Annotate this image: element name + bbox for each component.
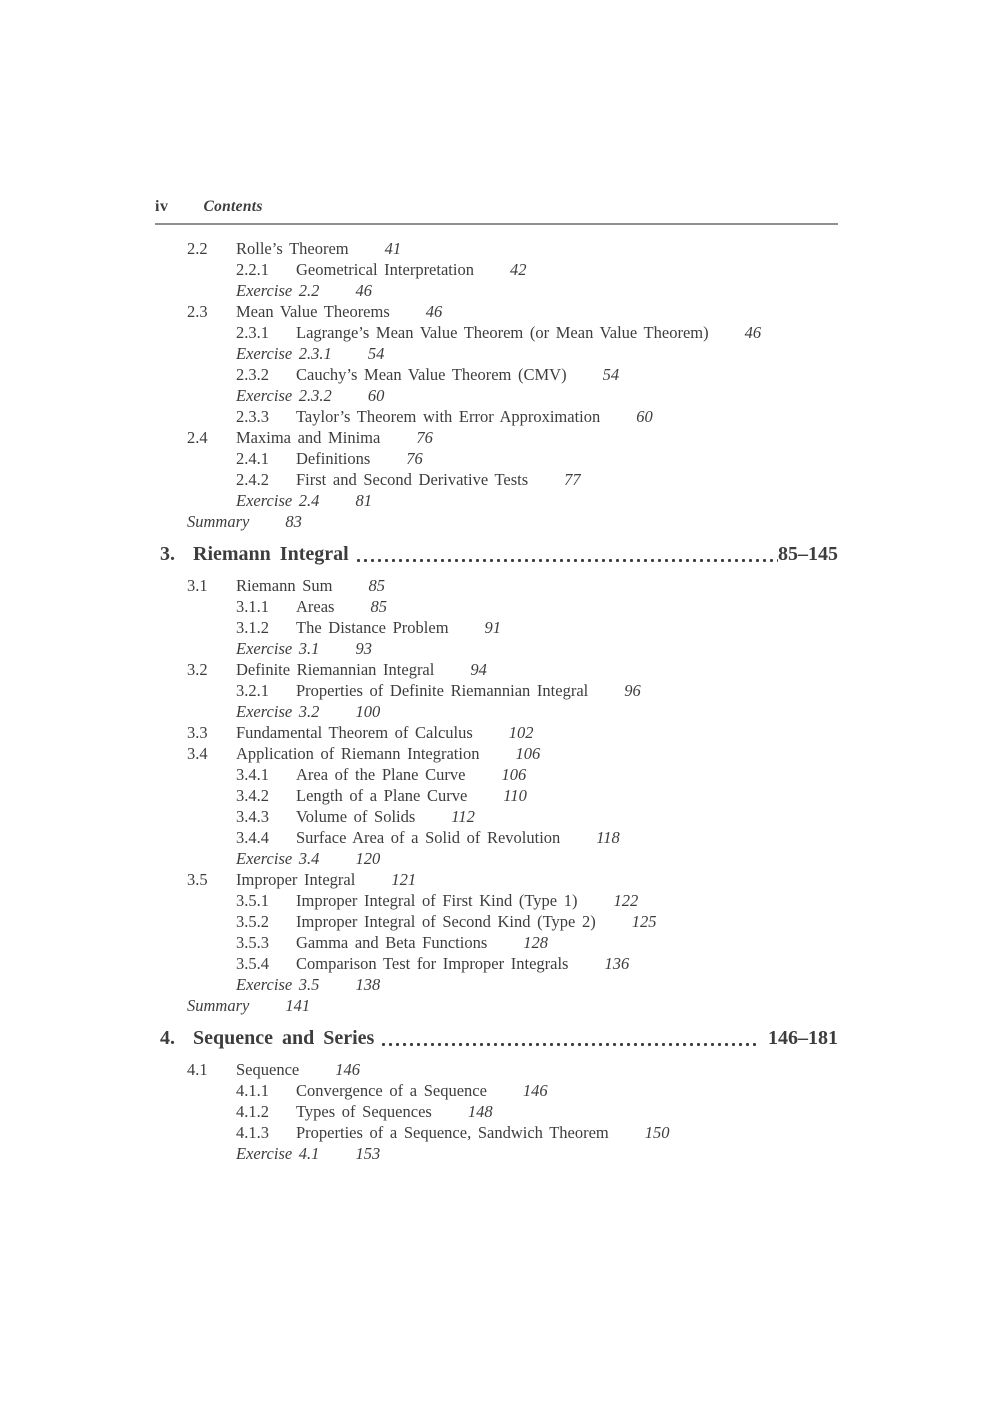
- entry-page: 91: [484, 618, 502, 637]
- entry-number: 2.4: [187, 428, 208, 447]
- entry-title: Improper Integral of Second Kind (Type 2): [296, 912, 596, 931]
- entry-page: 54: [602, 365, 620, 384]
- entry-page: 76: [416, 428, 433, 447]
- entry-title: Improper Integral: [236, 870, 356, 889]
- entry-page: 146: [522, 1081, 548, 1100]
- entry-number: 3.3: [187, 723, 208, 742]
- entry-title: Definite Riemannian Integral: [236, 660, 435, 679]
- entry-title: Gamma and Beta Functions: [296, 933, 488, 952]
- entry-number: 3.4.4: [236, 828, 269, 847]
- dot-leader: [380, 1042, 760, 1047]
- entry-number: 4.1.2: [236, 1102, 269, 1121]
- toc-subsection-row: [155, 953, 838, 974]
- entry-title: Taylor’s Theorem with Error Approximation: [296, 407, 601, 426]
- toc-subsection-row: [155, 806, 838, 827]
- entry-page: 94: [470, 660, 487, 679]
- toc-section-row: [155, 427, 838, 448]
- entry-number: 3.4.3: [236, 807, 269, 826]
- toc-exercise-row: [155, 848, 838, 869]
- toc-summary-row: [155, 511, 838, 532]
- entry-number: 4.: [160, 1027, 175, 1049]
- entry-title: Mean Value Theorems: [236, 302, 390, 321]
- entry-title: Lagrange’s Mean Value Theorem (or Mean Value Theorem): [296, 323, 709, 342]
- entry-number: 2.4.1: [236, 449, 269, 468]
- entry-page: 136: [604, 954, 630, 973]
- toc-exercise-row: [155, 280, 838, 301]
- entry-page: 118: [596, 828, 620, 847]
- toc-subsection-row: [155, 764, 838, 785]
- entry-page: 83: [285, 512, 302, 531]
- entry-title: Cauchy’s Mean Value Theorem (CMV): [296, 365, 567, 384]
- entry-title: Exercise 3.2: [236, 702, 320, 721]
- entry-title: The Distance Problem: [296, 618, 449, 637]
- entry-page: 54: [367, 344, 385, 363]
- entry-number: 3.1.1: [236, 597, 269, 616]
- entry-title: Sequence: [236, 1060, 300, 1079]
- entry-number: 2.3.3: [236, 407, 269, 426]
- entry-page: 122: [613, 891, 639, 910]
- chapter-page-range: 85–145: [778, 543, 838, 565]
- entry-title: Types of Sequences: [296, 1102, 432, 1121]
- toc-subsection-row: [155, 827, 838, 848]
- entry-page: 141: [285, 996, 311, 1015]
- entry-title: Exercise 3.1: [236, 639, 320, 658]
- entry-title: Area of the Plane Curve: [296, 765, 466, 784]
- toc-exercise-row: [155, 385, 838, 406]
- entry-number: 4.1: [187, 1060, 208, 1079]
- entry-page: 85: [368, 576, 385, 595]
- entry-title: Convergence of a Sequence: [296, 1081, 487, 1100]
- entry-title: Rolle’s Theorem: [236, 239, 349, 258]
- toc-chapter-row: [155, 542, 838, 567]
- toc-exercise-row: [155, 638, 838, 659]
- entry-title: Exercise 2.3.2: [236, 386, 332, 405]
- entry-page: 46: [425, 302, 443, 321]
- entry-page: 46: [744, 323, 762, 342]
- entry-page: 106: [515, 744, 541, 763]
- toc-subsection-row: [155, 680, 838, 701]
- toc-section-row: [155, 722, 838, 743]
- entry-title: Areas: [296, 597, 335, 616]
- toc-subsection-row: [155, 469, 838, 490]
- entry-number: 3.: [160, 543, 175, 565]
- entry-page: 60: [636, 407, 653, 426]
- entry-page: 42: [509, 260, 527, 279]
- chapter-page-range: 146–181: [768, 1027, 838, 1049]
- toc-section-row: [155, 575, 838, 596]
- entry-number: 3.2: [187, 660, 208, 679]
- entry-number: 3.1: [187, 576, 208, 595]
- entry-page: 110: [503, 786, 527, 805]
- entry-number: 2.3.2: [236, 365, 269, 384]
- entry-title: Summary: [187, 512, 250, 531]
- toc-subsection-row: [155, 617, 838, 638]
- toc-section-row: [155, 743, 838, 764]
- entry-number: 2.3: [187, 302, 208, 321]
- entry-title: Application of Riemann Integration: [236, 744, 480, 763]
- entry-page: 146: [335, 1060, 360, 1079]
- entry-page: 120: [355, 849, 381, 868]
- entry-number: 3.4.2: [236, 786, 269, 805]
- toc-subsection-row: [155, 364, 838, 385]
- toc-chapter-row: [155, 1026, 838, 1051]
- entry-title: Properties of Definite Riemannian Integral: [296, 681, 589, 700]
- entry-page: 150: [644, 1123, 670, 1142]
- entry-title: Exercise 2.4: [236, 491, 320, 510]
- entry-page: 121: [391, 870, 417, 889]
- entry-title: Fundamental Theorem of Calculus: [236, 723, 473, 742]
- entry-page: 148: [467, 1102, 493, 1121]
- entry-number: 3.5.2: [236, 912, 269, 931]
- entry-title: Maxima and Minima: [236, 428, 381, 447]
- entry-page: 102: [508, 723, 534, 742]
- toc-subsection-row: [155, 448, 838, 469]
- toc-subsection-row: [155, 1101, 838, 1122]
- toc-subsection-row: [155, 911, 838, 932]
- entry-number: 2.2.1: [236, 260, 269, 279]
- toc-section-row: [155, 238, 838, 259]
- toc-subsection-row: [155, 259, 838, 280]
- entry-title: Riemann Sum: [236, 576, 333, 595]
- toc-subsection-row: [155, 1080, 838, 1101]
- entry-number: 3.5.3: [236, 933, 269, 952]
- entry-title: Exercise 2.2: [236, 281, 320, 300]
- entry-page: 128: [523, 933, 549, 952]
- entry-title: First and Second Derivative Tests: [296, 470, 529, 489]
- entry-title: Exercise 3.5: [236, 975, 320, 994]
- entry-page: 76: [406, 449, 423, 468]
- entry-title: Summary: [187, 996, 250, 1015]
- entry-title: Exercise 4.1: [236, 1144, 320, 1163]
- toc-exercise-row: [155, 974, 838, 995]
- entry-number: 2.3.1: [236, 323, 269, 342]
- toc-section-row: [155, 1059, 838, 1080]
- entry-page: 41: [384, 239, 402, 258]
- entry-number: 4.1.3: [236, 1123, 269, 1142]
- page-number-label: iv: [155, 198, 169, 215]
- entry-page: 96: [624, 681, 641, 700]
- entry-number: 3.5.4: [236, 954, 269, 973]
- toc-section-row: [155, 659, 838, 680]
- toc-subsection-row: [155, 932, 838, 953]
- entry-title: Definitions: [296, 449, 371, 468]
- entry-title: Exercise 2.3.1: [236, 344, 332, 363]
- entry-page: 153: [355, 1144, 381, 1163]
- entry-number: 2.2: [187, 239, 208, 258]
- entry-title: Length of a Plane Curve: [296, 786, 468, 805]
- toc-exercise-row: [155, 343, 838, 364]
- entry-number: 3.1.2: [236, 618, 269, 637]
- entry-number: 3.4.1: [236, 765, 269, 784]
- entry-title: Surface Area of a Solid of Revolution: [296, 828, 561, 847]
- entry-page: 85: [370, 597, 387, 616]
- page-header: [155, 198, 838, 225]
- entry-page: 125: [631, 912, 657, 931]
- entry-page: 138: [355, 975, 381, 994]
- entry-page: 77: [564, 470, 581, 489]
- entry-title: Comparison Test for Improper Integrals: [296, 954, 569, 973]
- toc-subsection-row: [155, 890, 838, 911]
- entry-title: Improper Integral of First Kind (Type 1): [296, 891, 578, 910]
- toc-subsection-row: [155, 406, 838, 427]
- entry-number: 4.1.1: [236, 1081, 269, 1100]
- toc-section-row: [155, 301, 838, 322]
- entry-page: 100: [355, 702, 381, 721]
- entry-page: 112: [451, 807, 475, 826]
- table-of-contents: [155, 238, 838, 1164]
- entry-number: 3.5: [187, 870, 208, 889]
- toc-subsection-row: [155, 596, 838, 617]
- entry-page: 46: [355, 281, 372, 300]
- entry-title: Exercise 3.4: [236, 849, 320, 868]
- toc-section-row: [155, 869, 838, 890]
- entry-title: Properties of a Sequence, Sandwich Theorem: [296, 1123, 609, 1142]
- toc-subsection-row: [155, 322, 838, 343]
- entry-page: 81: [355, 491, 372, 510]
- entry-page: 106: [501, 765, 527, 784]
- entry-page: 93: [355, 639, 372, 658]
- entry-number: 2.4.2: [236, 470, 269, 489]
- entry-title: Riemann Integral: [193, 543, 349, 565]
- running-header-title: Contents: [203, 198, 263, 215]
- entry-title: Volume of Solids: [296, 807, 416, 826]
- entry-title: Sequence and Series: [193, 1027, 375, 1049]
- toc-summary-row: [155, 995, 838, 1016]
- toc-subsection-row: [155, 785, 838, 806]
- toc-exercise-row: [155, 701, 838, 722]
- entry-page: 60: [367, 386, 385, 405]
- entry-number: 3.2.1: [236, 681, 269, 700]
- toc-exercise-row: [155, 1143, 838, 1164]
- entry-number: 3.5.1: [236, 891, 269, 910]
- entry-title: Geometrical Interpretation: [296, 260, 474, 279]
- dot-leader: [355, 558, 778, 563]
- toc-subsection-row: [155, 1122, 838, 1143]
- toc-exercise-row: [155, 490, 838, 511]
- entry-number: 3.4: [187, 744, 208, 763]
